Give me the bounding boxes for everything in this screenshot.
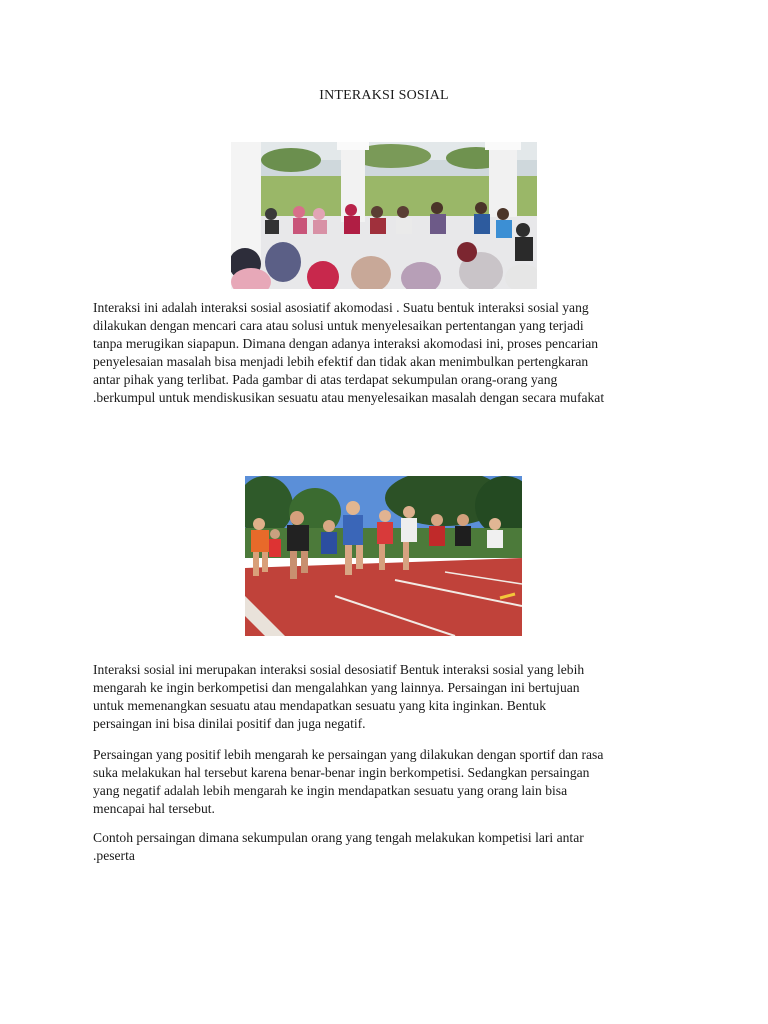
people-sitting-in-circle-photo	[231, 142, 537, 289]
text-line: penyelesaian masalah bisa menjadi lebih efektif dan tidak akan menimbulkan pertengkaran	[93, 354, 589, 369]
text-line: tanpa merugikan siapapun. Dimana dengan adanya interaksi akomodasi ini, proses pencarian	[93, 336, 599, 351]
text-line: Interaksi ini adalah interaksi sosial asosiatif akomodasi . Suatu bentuk interaksi sosial yang	[93, 300, 589, 315]
runners-on-track-photo	[245, 476, 522, 636]
paragraph-desosiatif	[93, 661, 693, 733]
text-line: .peserta	[93, 848, 135, 863]
paragraph-akomodasi	[93, 299, 693, 407]
paragraph-persaingan	[93, 746, 693, 818]
text-line: mengarah ke ingin berkompetisi dan mengalahkan yang lainnya. Persaingan ini bertujuan	[93, 680, 580, 695]
text-line: mencapai hal tersebut.	[93, 801, 215, 816]
text-line: Persaingan yang positif lebih mengarah ke persaingan yang dilakukan dengan sportif dan rasa	[93, 747, 604, 762]
text-line: .berkumpul untuk mendiskusikan sesuatu atau menyelesaikan masalah dengan secara mufakat	[93, 390, 605, 405]
text-line: Interaksi sosial ini merupakan interaksi sosial desosiatif Bentuk interaksi sosial yang lebih	[93, 662, 585, 677]
text-line: untuk memenangkan sesuatu atau mendapatkan sesuatu yang kita inginkan. Bentuk	[93, 698, 547, 713]
text-line: antar pihak yang terlibat. Pada gambar di atas terdapat sekumpulan orang-orang yang	[93, 372, 558, 387]
text-line: yang negatif adalah lebih mengarah ke ingin mendapatkan sesuatu yang orang lain bisa	[93, 783, 568, 798]
paragraph-contoh	[93, 829, 693, 865]
text-line: persaingan ini bisa dinilai positif dan juga negatif.	[93, 716, 366, 731]
document-title: INTERAKSI SOSIAL	[319, 88, 449, 103]
text-line: Contoh persaingan dimana sekumpulan orang yang tengah melakukan kompetisi lari antar	[93, 830, 584, 845]
text-line: suka melakukan hal tersebut karena benar-benar ingin berkompetisi. Sedangkan persaingan	[93, 765, 590, 780]
text-line: dilakukan dengan mencari cara atau solusi untuk menyelesaikan pertentangan yang terjadi	[93, 318, 584, 333]
